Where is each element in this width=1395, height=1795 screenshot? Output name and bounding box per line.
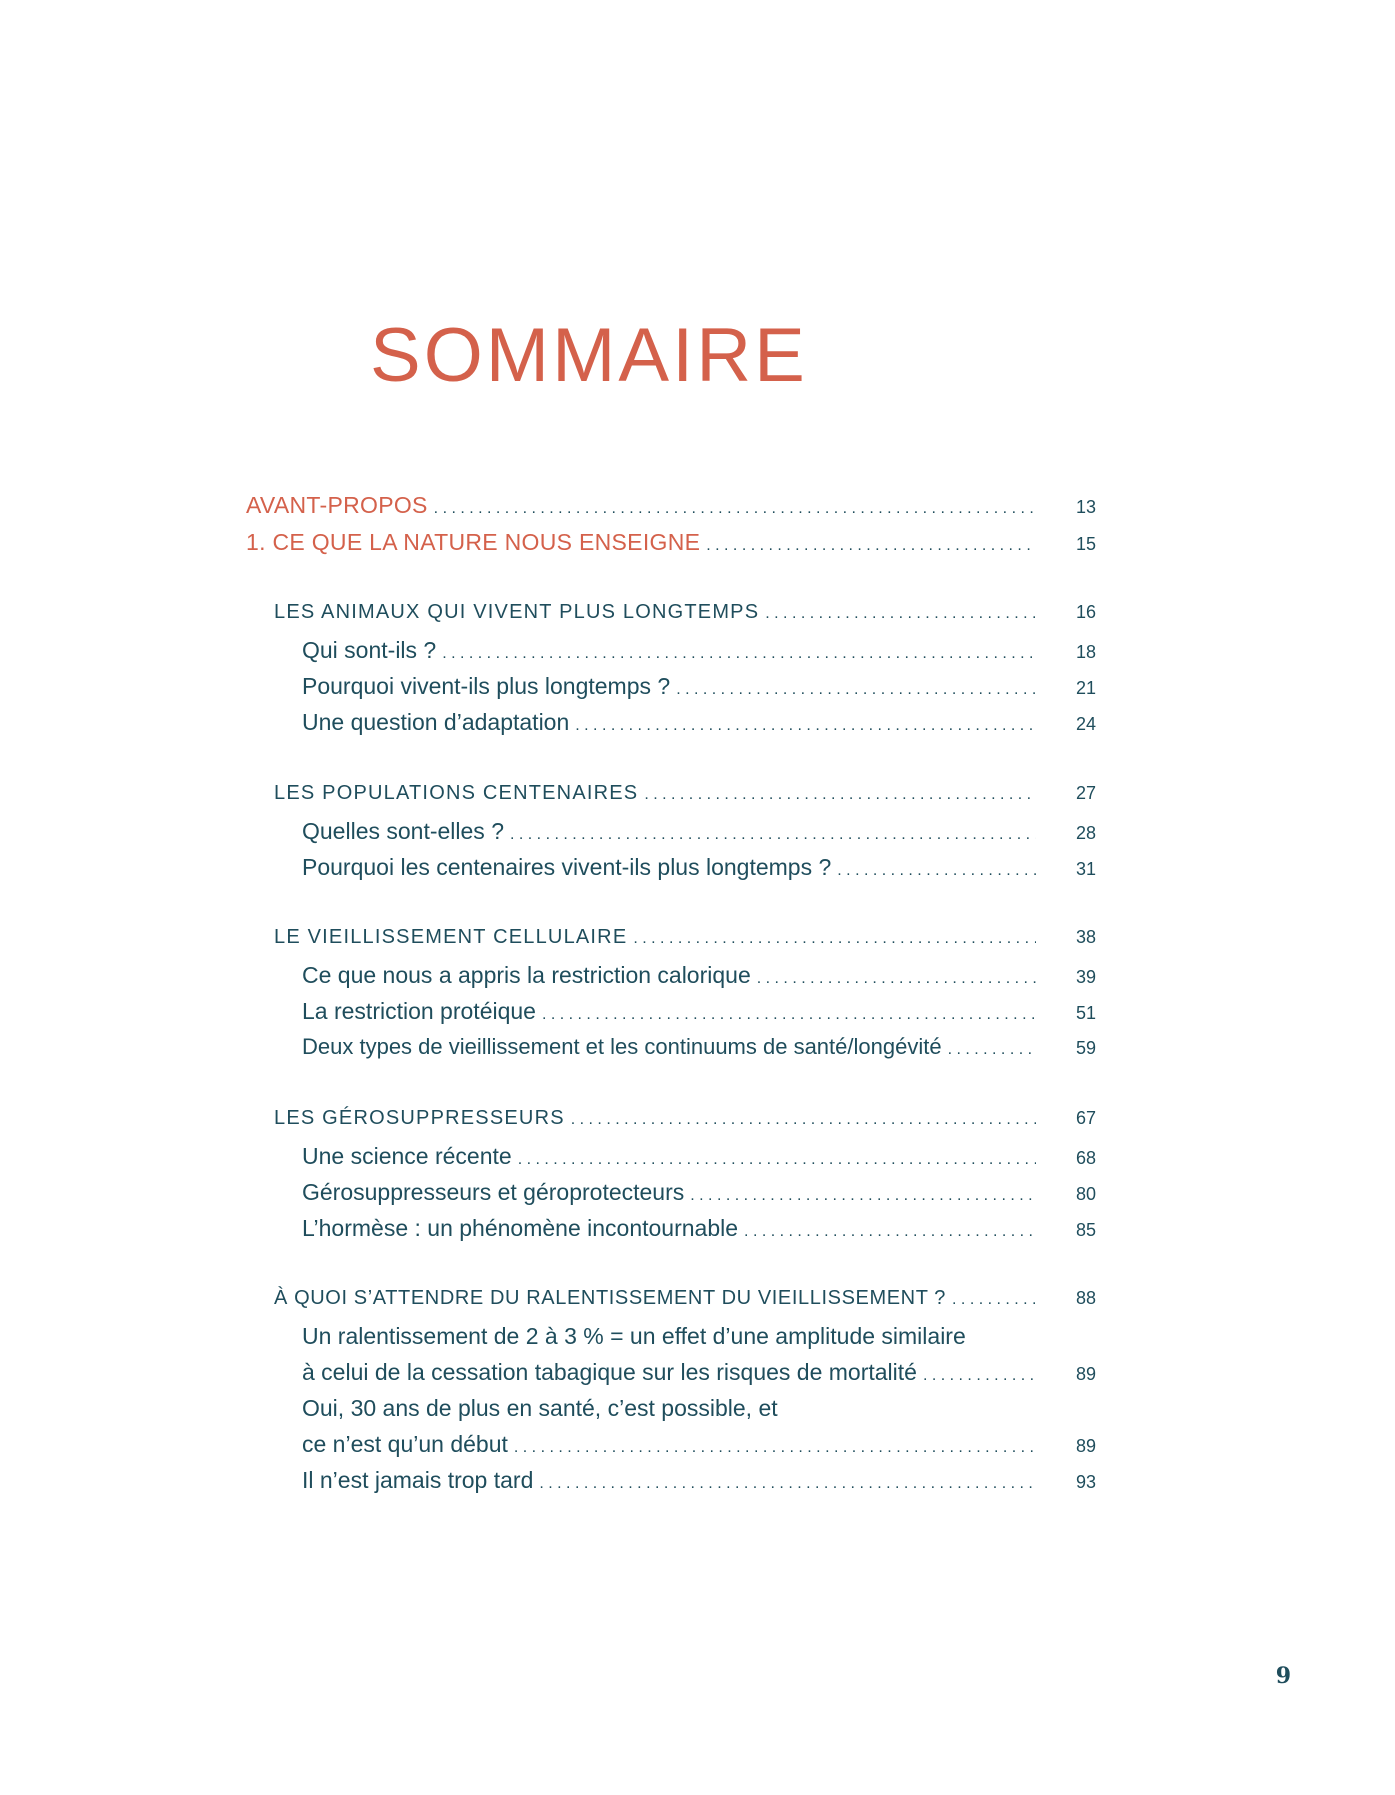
page-title: SOMMAIRE [370,313,808,398]
toc-page-number: 15 [1075,534,1096,554]
toc-entry[interactable] [246,1359,1096,1395]
toc-entry-label: LES POPULATIONS CENTENAIRES [274,782,639,804]
toc-entry-label: Un ralentissement de 2 à 3 % = un effet d’une amplitude similaire [302,1323,966,1349]
toc-entry[interactable] [246,1215,1096,1251]
dot-leader [676,681,1036,699]
dot-leader [690,1187,1036,1205]
toc-page-number: 67 [1075,1108,1096,1128]
toc-section-vieillissement[interactable] [246,926,1096,962]
toc-page-number: 88 [1075,1288,1096,1308]
toc-entry[interactable] [246,998,1096,1034]
toc-entry-label: Qui sont-ils ? [302,637,437,663]
toc-page-number: 85 [1075,1220,1096,1240]
dot-leader [539,1475,1036,1493]
toc-entry-label: L’hormèse : un phénomène incontournable [302,1215,739,1241]
toc-page-number: 89 [1075,1364,1096,1384]
page-number: 9 [1275,1663,1291,1689]
toc-entry-label: ce n’est qu’un début [302,1431,508,1457]
toc-entry-label: Une question d’adaptation [302,709,570,735]
toc-entry-label: Pourquoi vivent-ils plus longtemps ? [302,673,671,699]
toc-page-number: 24 [1075,714,1096,734]
toc-page-number: 28 [1075,823,1096,843]
dot-leader [434,500,1036,518]
toc-entry-label: Pourquoi les centenaires vivent-ils plus longtemps ? [302,854,832,880]
toc-page-number: 31 [1075,859,1096,879]
toc-entry-label: à celui de la cessation tabagique sur les risques de mortalité [302,1359,917,1385]
toc-section-gerosuppresseurs[interactable] [246,1107,1096,1143]
toc-page-number: 39 [1075,967,1096,987]
toc-page-number: 16 [1075,602,1096,622]
toc-entry[interactable] [246,637,1096,673]
dot-leader [923,1367,1036,1385]
dot-leader [510,826,1036,844]
toc-entry[interactable] [246,1034,1096,1070]
toc-entry-label: Il n’est jamais trop tard [302,1467,534,1493]
toc-entry-label: Deux types de vieillissement et les continuums de santé/longévité [302,1034,942,1059]
dot-leader [765,605,1036,623]
toc-entry-label: La restriction protéique [302,998,536,1024]
toc-entry[interactable] [246,1467,1096,1503]
toc-entry[interactable] [246,854,1096,890]
dot-leader [744,1223,1036,1241]
toc-page-number: 93 [1075,1472,1096,1492]
dot-leader [442,645,1036,663]
toc-entry-label: Quelles sont-elles ? [302,818,504,844]
toc-section-animaux[interactable] [246,601,1096,637]
dot-leader [542,1006,1036,1024]
toc-entry-label: À QUOI S’ATTENDRE DU RALENTISSEMENT DU VIEILLISSEMENT ? [274,1287,947,1309]
toc-page-number: 18 [1075,642,1096,662]
toc-page-number: 68 [1075,1148,1096,1168]
toc-entry[interactable] [246,1431,1096,1467]
toc-entry[interactable] [246,818,1096,854]
dot-leader [757,970,1036,988]
toc-section-populations[interactable] [246,782,1096,818]
toc-entry-label: Ce que nous a appris la restriction calorique [302,962,751,988]
toc-page-number: 38 [1075,927,1096,947]
dot-leader [575,717,1036,735]
toc-page-number: 13 [1075,497,1096,517]
toc-page-number: 27 [1075,783,1096,803]
toc-entry-label: AVANT-PROPOS [246,492,428,518]
dot-leader [571,1111,1036,1129]
toc-entry-chapter-1[interactable] [246,529,1096,565]
dot-leader [948,1041,1036,1059]
toc-entry-label: LES GÉROSUPPRESSEURS [274,1107,565,1129]
toc-page-number: 21 [1075,678,1096,698]
toc-page-number: 89 [1075,1436,1096,1456]
dot-leader [837,862,1036,880]
dot-leader [633,930,1036,948]
toc-entry-label: Gérosuppresseurs et géroprotecteurs [302,1179,685,1205]
toc-entry-label: 1. CE QUE LA NATURE NOUS ENSEIGNE [246,529,701,555]
toc-page-number: 51 [1075,1003,1096,1023]
toc-entry-label: Une science récente [302,1143,512,1169]
toc-entry-line-1[interactable] [246,1395,1096,1431]
toc-entry[interactable] [246,673,1096,709]
toc-page-number: 80 [1075,1184,1096,1204]
toc-entry[interactable] [246,1143,1096,1179]
toc-entry-label: LES ANIMAUX QUI VIVENT PLUS LONGTEMPS [274,601,760,623]
dot-leader [514,1439,1036,1457]
toc-section-ralentissement[interactable] [246,1287,1096,1323]
toc-entry-label: LE VIEILLISSEMENT CELLULAIRE [274,926,628,948]
toc-entry-line-1[interactable] [246,1323,1096,1359]
dot-leader [518,1151,1036,1169]
toc-entry-avant-propos[interactable] [246,492,1096,528]
dot-leader [706,537,1036,555]
dot-leader [952,1291,1036,1309]
toc-page-number: 59 [1075,1038,1096,1058]
dot-leader [644,786,1036,804]
toc-entry[interactable] [246,709,1096,745]
toc-entry[interactable] [246,1179,1096,1215]
toc-entry-label: Oui, 30 ans de plus en santé, c’est possible, et [302,1395,778,1421]
toc-entry[interactable] [246,962,1096,998]
